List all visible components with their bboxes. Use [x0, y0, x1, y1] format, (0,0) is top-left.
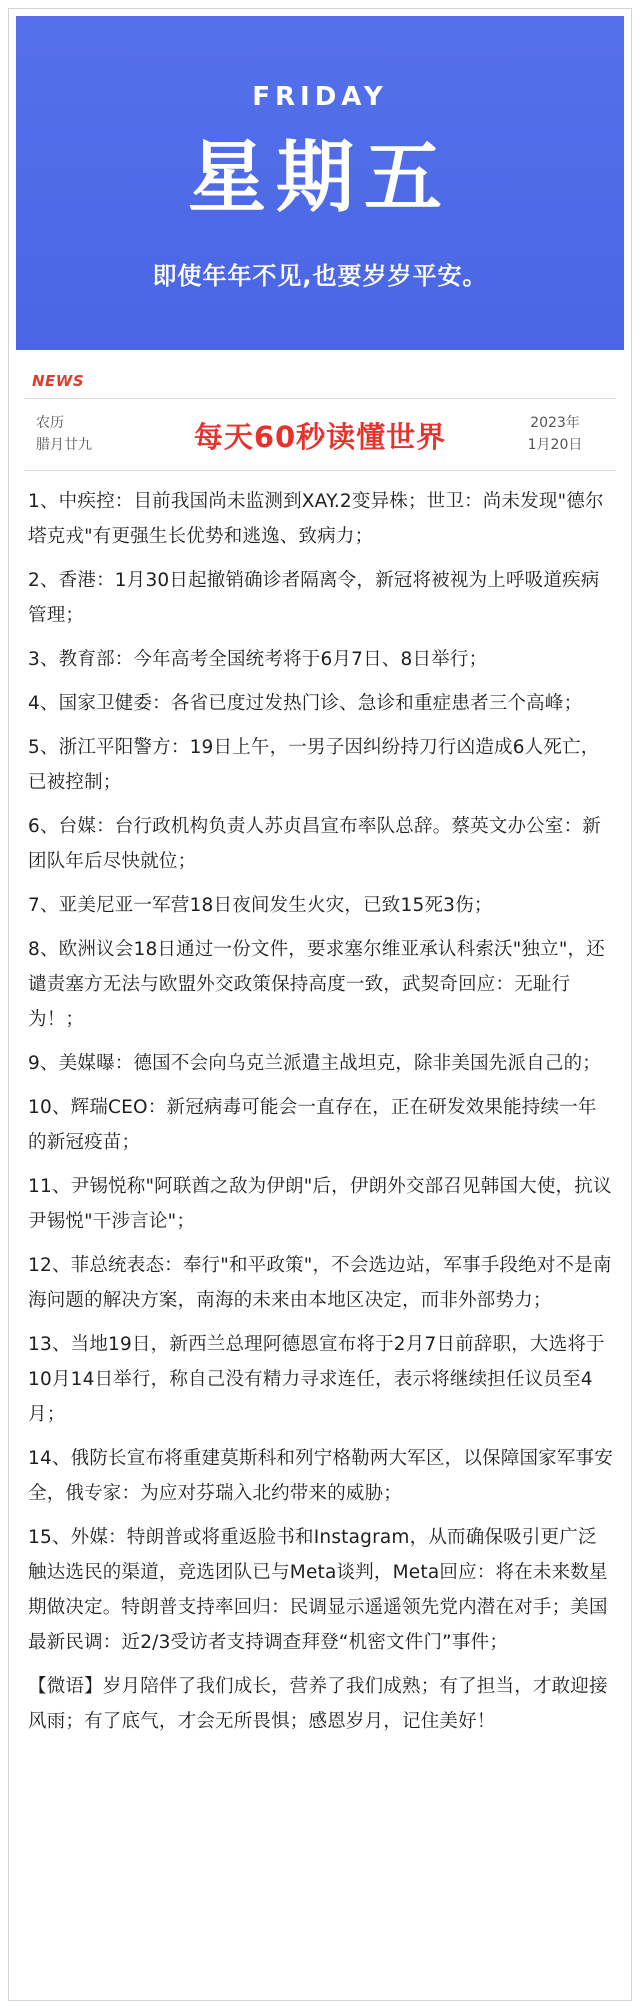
news-item-9: 9、美媒曝：德国不会向乌克兰派遣主战坦克，除非美国先派自己的； — [28, 1053, 601, 1074]
news-item-14: 14、俄防长宣布将重建莫斯科和列宁格勒两大军区，以保障国家军事安全，俄专家：为应对芬瑞入北约带来的威胁； — [28, 1448, 613, 1504]
page-title: 每天60秒读懂世界 — [193, 420, 447, 454]
daily-quote: 【微语】岁月陪伴了我们成长，营养了我们成熟；有了担当，才敢迎接风雨；有了底气，才会无所畏惧；感恩岁月，记住美好！ — [28, 1676, 608, 1732]
date-banner — [16, 16, 624, 350]
news-list — [28, 484, 614, 1748]
news-item-3: 3、教育部：今年高考全国统考将于6月7日、8日举行； — [28, 649, 488, 670]
news-item-6: 6、台媒：台行政机构负责人苏贞昌宣布率队总辞。蔡英文办公室：新团队年后尽快就位； — [28, 816, 601, 872]
news-item-10: 10、辉瑞CEO：新冠病毒可能会一直存在，正在研发效果能持续一年的新冠疫苗； — [28, 1097, 597, 1153]
news-item-8: 8、欧洲议会18日通过一份文件，要求塞尔维亚承认科索沃"独立"，还谴责塞方无法与欧盟外交政策保持高度一致，武契奇回应：无耻行为！； — [28, 939, 605, 1030]
divider-bottom — [24, 470, 616, 471]
news-item-7: 7、亚美尼亚一军营18日夜间发生火灾，已致15死3伤； — [28, 895, 493, 916]
lunar-label: 农历 — [36, 415, 64, 431]
news-tag: NEWS — [32, 372, 85, 390]
weekday-chinese: 星期五 — [187, 133, 452, 223]
divider-top — [24, 398, 616, 399]
news-item-4: 4、国家卫健委：各省已度过发热门诊、急诊和重症患者三个高峰； — [28, 693, 583, 714]
gregorian-date-block — [510, 412, 600, 456]
news-item-2: 2、香港：1月30日起撤销确诊者隔离令，新冠将被视为上呼吸道疾病管理； — [28, 570, 600, 626]
news-item-11: 11、尹锡悦称"阿联酋之敌为伊朗"后，伊朗外交部召见韩国大使，抗议尹锡悦"干涉言论"； — [28, 1176, 612, 1232]
weekday-english: FRIDAY — [252, 82, 388, 112]
news-item-1: 1、中疾控：目前我国尚未监测到XAY.2变异株；世卫：尚未发现"德尔塔克戎"有更强生长优势和逃逸、致病力； — [28, 491, 604, 547]
lunar-date: 腊月廿九 — [36, 437, 92, 453]
news-item-5: 5、浙江平阳警方：19日上午，一男子因纠纷持刀行凶造成6人死亡，已被控制； — [28, 737, 600, 793]
date-year: 2023年 — [530, 415, 580, 431]
news-item-15: 15、外媒：特朗普或将重返脸书和Instagram，从而确保吸引更广泛触达选民的渠道，竞选团队已与Meta谈判，Meta回应：将在未来数星期做决定。特朗普支持率回归：民调显示遥遥领先党内潜在对手；美国最新民调：近2/3受访者支持调查拜登“机密文件门”事件； — [28, 1527, 608, 1653]
news-item-12: 12、菲总统表态：奉行"和平政策"，不会选边站，军事手段绝对不是南海问题的解决方案，南海的未来由本地区决定，而非外部势力； — [28, 1255, 612, 1311]
news-item-13: 13、当地19日，新西兰总理阿德恩宣布将于2月7日前辞职，大选将于10月14日举行，称自己没有精力寻求连任，表示将继续担任议员至4月； — [28, 1334, 605, 1425]
banner-slogan: 即使年年不见,也要岁岁平安。 — [152, 262, 488, 290]
date-day: 1月20日 — [527, 437, 583, 453]
